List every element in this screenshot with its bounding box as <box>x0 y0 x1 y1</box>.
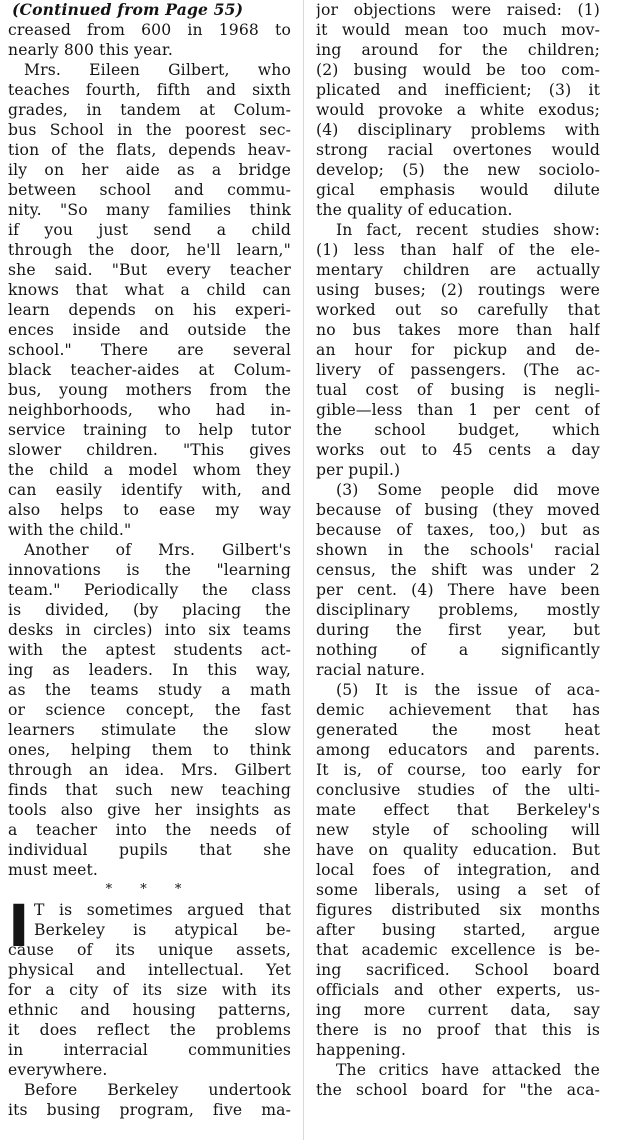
text-line: finds that such new teaching <box>8 781 291 799</box>
text-line: mate effect that Berkeley's <box>316 801 600 819</box>
text-line: because of busing (they moved <box>316 501 600 519</box>
text-line: bus, young mothers from the <box>8 381 291 399</box>
section-separator: * * * <box>105 882 194 897</box>
text-line: can easily identify with, and <box>8 481 291 499</box>
text-line: tion of the flats, depends heav- <box>8 141 291 159</box>
text-line: per cent. (4) There have been <box>316 581 600 599</box>
text-line: no bus takes more than half <box>316 321 600 339</box>
text-line: Another of Mrs. Gilbert's <box>24 541 291 559</box>
text-line: (1) less than half of the ele- <box>316 241 600 259</box>
paragraph-1 <box>8 20 291 60</box>
text-line: ing sacrificed. School board <box>316 961 600 979</box>
text-line: desks in circles) into six teams <box>8 621 291 639</box>
text-line: (3) Some people did move <box>336 481 600 499</box>
text-line: or science concept, the fast <box>8 701 291 719</box>
text-line: service training to help tutor <box>8 421 291 439</box>
text-line: in interracial communities <box>8 1041 291 1059</box>
text-line: neighborhoods, who had in- <box>8 401 291 419</box>
text-line: (4) disciplinary problems with <box>316 121 600 139</box>
text-line: the quality of education. <box>316 201 513 219</box>
text-line: ones, helping them to think <box>8 741 291 759</box>
text-line: learn depends on his experi- <box>8 301 291 319</box>
text-line: grades, in tandem at Colum- <box>8 101 291 119</box>
drop-cap: I <box>8 892 30 960</box>
text-line: if you just send a child <box>8 221 291 239</box>
paragraph-7 <box>316 220 600 480</box>
text-line: physical and intellectual. Yet <box>8 961 291 979</box>
text-line: as the teams study a math <box>8 681 291 699</box>
text-line: she said. "But every teacher <box>8 261 291 279</box>
text-line: gible—less than 1 per cent of <box>316 401 600 419</box>
text-line: through the door, he'll learn," <box>8 241 291 259</box>
text-line: it does reflect the problems <box>8 1021 291 1039</box>
text-line: among educators and parents. <box>316 741 600 759</box>
text-line: gical emphasis would dilute <box>316 181 600 199</box>
text-line: with the child." <box>8 521 132 539</box>
text-line: generated the most heat <box>316 721 600 739</box>
text-line: the school board for "the aca- <box>316 1081 600 1099</box>
text-line: racial nature. <box>316 661 426 679</box>
text-line: must meet. <box>8 861 99 879</box>
text-line: figures distributed six months <box>316 901 600 919</box>
text-line: learners stimulate the slow <box>8 721 291 739</box>
text-line: for a city of its size with its <box>8 981 291 999</box>
text-line: tual cost of busing is negli- <box>316 381 600 399</box>
text-line: worked out so carefully that <box>316 301 600 319</box>
paragraph-4 <box>8 892 291 1080</box>
right-column <box>316 0 600 1100</box>
text-line: school." There are several <box>8 341 291 359</box>
text-line: tools also give her insights as <box>8 801 291 819</box>
paragraph-6 <box>316 0 600 220</box>
text-line: between school and commu- <box>8 181 291 199</box>
text-line: happening. <box>316 1041 407 1059</box>
text-line: knows that what a child can <box>8 281 291 299</box>
text-line: slower children. "This gives <box>8 441 291 459</box>
text-line: disciplinary problems, mostly <box>316 601 600 619</box>
left-column <box>8 0 291 1120</box>
text-line: bus School in the poorest sec- <box>8 121 291 139</box>
text-line: a teacher into the needs of <box>8 821 291 839</box>
text-line: census, the shift was under 2 <box>316 561 600 579</box>
text-line: individual pupils that she <box>8 841 291 859</box>
text-line: (2) busing would be too com- <box>316 61 600 79</box>
text-line: ily on her aide as a bridge <box>8 161 291 179</box>
text-line: there is no proof that this is <box>316 1021 600 1039</box>
text-line: officials and other experts, us- <box>316 981 600 999</box>
text-line: ences inside and outside the <box>8 321 291 339</box>
text-line: livery of passengers. (The ac- <box>316 361 600 379</box>
paragraph-8 <box>316 480 600 680</box>
text-line: innovations is the "learning <box>8 561 291 579</box>
paragraph-3 <box>8 540 291 880</box>
text-line: during the first year, but <box>316 621 600 639</box>
text-line: demic achievement that has <box>316 701 600 719</box>
text-line: strong racial overtones would <box>316 141 600 159</box>
text-line: is divided, (by placing the <box>8 601 291 619</box>
text-line: Mrs. Eileen Gilbert, who <box>24 61 291 79</box>
text-line: some liberals, using a set of <box>316 881 600 899</box>
text-line: ing around for the children; <box>316 41 600 59</box>
text-line: ing as leaders. In this way, <box>8 661 291 679</box>
paragraph-5 <box>8 1080 291 1120</box>
text-line: the school budget, which <box>316 421 600 439</box>
text-line: creased from 600 in 1968 to <box>8 21 291 39</box>
text-line: local foes of integration, and <box>316 861 600 879</box>
text-line: It is, of course, too early for <box>316 761 600 779</box>
text-line: T is sometimes argued that <box>34 901 291 919</box>
text-line: would provoke a white exodus; <box>316 101 600 119</box>
paragraph-2 <box>8 60 291 540</box>
text-line: ing more current data, say <box>316 1001 600 1019</box>
column-divider <box>303 0 304 1140</box>
paragraph-10 <box>316 1060 600 1100</box>
text-line: have on quality education. But <box>316 841 600 859</box>
text-line: because of taxes, too,) but as <box>316 521 600 539</box>
text-line: using buses; (2) routings were <box>316 281 600 299</box>
text-line: conclusive studies of the ulti- <box>316 781 600 799</box>
text-line: that academic excellence is be- <box>316 941 600 959</box>
text-line: plicated and inefficient; (3) it <box>316 81 600 99</box>
text-line: black teacher-aides at Colum- <box>8 361 291 379</box>
text-line: ethnic and housing patterns, <box>8 1001 291 1019</box>
text-line: teaches fourth, fifth and sixth <box>8 81 291 99</box>
text-line: with the aptest students act- <box>8 641 291 659</box>
text-line: The critics have attacked the <box>336 1061 600 1079</box>
text-line: team." Periodically the class <box>8 581 291 599</box>
text-line: works out to 45 cents a day <box>316 441 600 459</box>
text-line: develop; (5) the new sociolo- <box>316 161 600 179</box>
text-line: the child a model whom they <box>8 461 291 479</box>
text-line: it would mean too much mov- <box>316 21 600 39</box>
text-line: nearly 800 this year. <box>8 41 173 59</box>
text-line: nothing of a significantly <box>316 641 600 659</box>
paragraph-9 <box>316 680 600 1060</box>
text-line: new style of schooling will <box>316 821 600 839</box>
text-line: through an idea. Mrs. Gilbert <box>8 761 291 779</box>
text-line: Before Berkeley undertook <box>24 1081 291 1099</box>
text-line: mentary children are actually <box>316 261 600 279</box>
text-line: everywhere. <box>8 1061 108 1079</box>
text-line: an hour for pickup and de- <box>316 341 600 359</box>
text-line: also helps to ease my way <box>8 501 291 519</box>
text-line: cause of its unique assets, <box>8 941 291 959</box>
text-line: its busing program, five ma- <box>8 1101 291 1119</box>
text-line: (5) It is the issue of aca- <box>336 681 600 699</box>
text-line: Berkeley is atypical be- <box>34 921 291 939</box>
text-line: shown in the schools' racial <box>316 541 600 559</box>
text-line: In fact, recent studies show: <box>336 221 600 239</box>
text-line: nity. "So many families think <box>8 201 291 219</box>
text-line: after busing started, argue <box>316 921 600 939</box>
text-line: jor objections were raised: (1) <box>316 1 600 19</box>
text-line: per pupil.) <box>316 461 401 479</box>
continued-line: (Continued from Page 55) <box>12 0 244 19</box>
